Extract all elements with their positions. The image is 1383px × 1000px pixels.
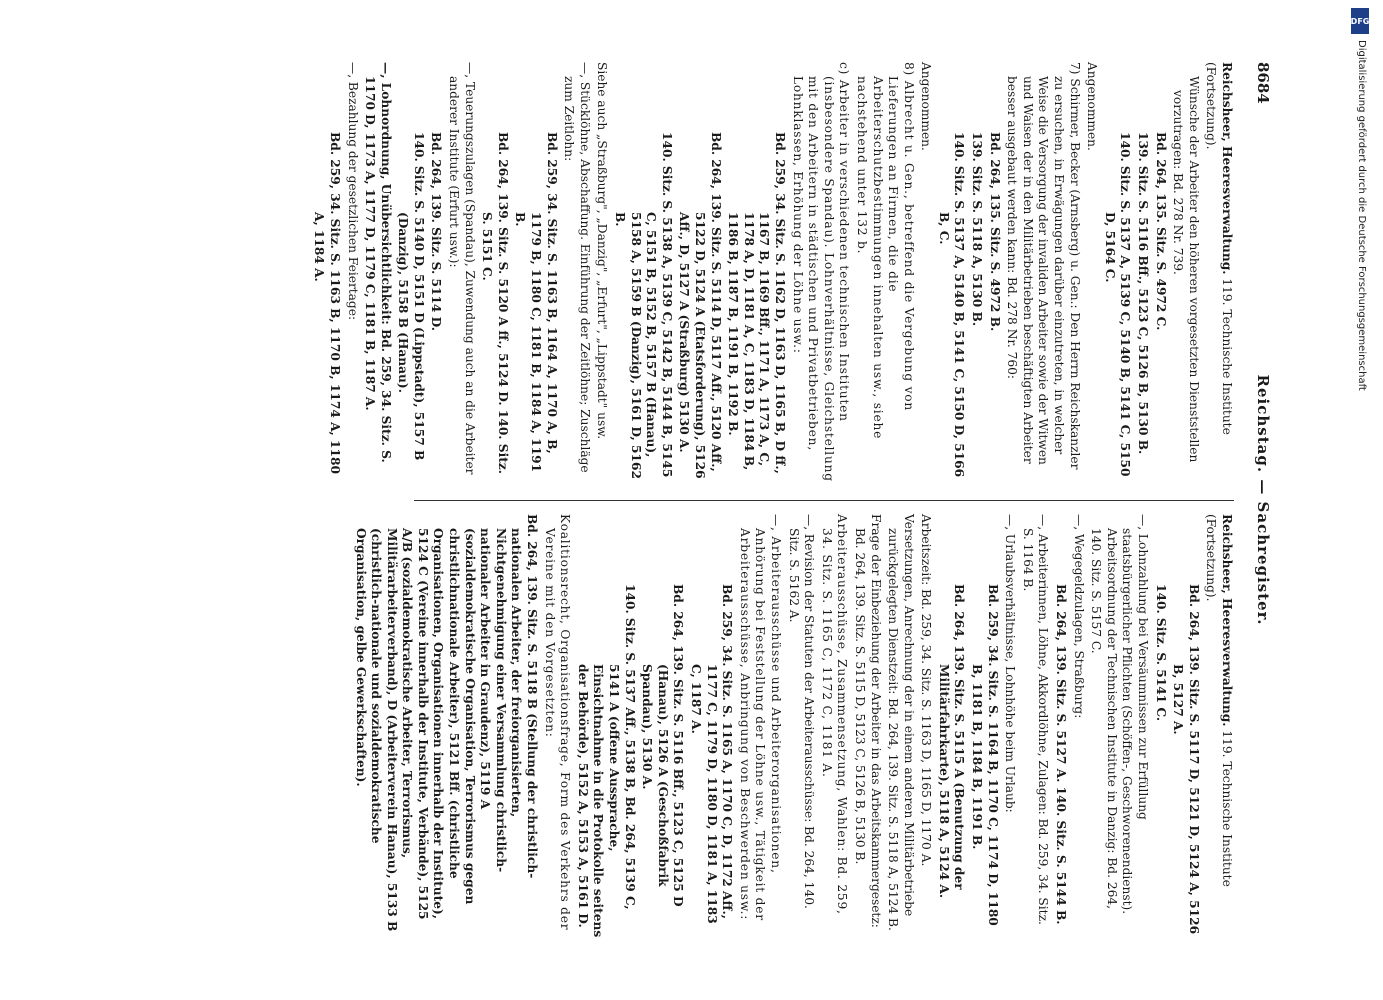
two-column-body bbox=[309, 62, 1234, 938]
left-entry-11: c) Arbeiter in verschiedenen technischen Instituten (insbesondere Spandau). Lohnverhältnisse, Gleichstellung mit den Arbeitern in städtischen und Privatbetrieben, Lohnklassen, Erhöhung der Löhne usw.: bbox=[790, 62, 852, 482]
right-entry-5: —, Arbeiterinnen, Löhne, Akkordlöhne, Zulagen: Bd. 259, 34. Sitz. S. 1164 B. bbox=[1020, 514, 1051, 925]
right-entry-6: —, Urlaubsverhältnisse, Lohnhöhe beim Urlaub: bbox=[1003, 514, 1018, 813]
right-entry-16: Bd. 264, 139. Sitz. S. 5116 Bff., 5123 C, 5125 D (Hanau), 5126 A (Geschoßfabrik Spandau), 5130 A. bbox=[640, 584, 686, 907]
right-entry-18: Koalitionsrecht, Organisationsfrage, Form des Verkehrs der Vereine mit den Vorgesetzten: bbox=[542, 514, 573, 931]
scanned-page bbox=[50, 0, 1340, 1000]
left-entry-9: Angenommen. bbox=[919, 62, 934, 151]
right-entry-1: 140. Sitz. S. 5141 C. bbox=[1153, 584, 1168, 722]
left-entry-20: Bd. 264, 139. Sitz. S. 5114 D. bbox=[429, 132, 444, 332]
column-divider bbox=[414, 500, 1234, 501]
page-number: 8684 bbox=[1254, 62, 1272, 104]
right-entry-3: —, Wegegeldzulagen, Straßburg: bbox=[1071, 514, 1086, 719]
right-entry-0: Bd. 264, 139. Sitz. S. 5117 D, 5121 D, 5124 A, 5126 B, 5127 A. bbox=[1171, 584, 1201, 935]
right-entry-17: 140. Sitz. S. 5137 Aff., 5138 B, Bd. 264, 5139 C, 5141 A (offene Aussprache, Einsichtnahme in die Protokolle seitens der Behörde), 5152 A, 5153 A, 5161 D. bbox=[575, 584, 637, 938]
left-entry-15: Siehe auch „Straßburg", „Danzig", „Erfurt", „Lippstadt" usw. bbox=[595, 62, 610, 440]
right-entry-7: Bd. 259, 34. Sitz. S. 1164 B, 1170 C, 1174 D, 1180 B, 1181 B, 1184 B, 1191 B. bbox=[970, 584, 1000, 926]
left-entry-19: —, Teuerungszulagen (Spandau), Zuwendung auch an die Arbeiter anderer Institute (Erfurt usw.): bbox=[447, 62, 477, 475]
right-entry-2: —, Lohnzahlung bei Versäumnissen zur Erfüllung staatsbürgerlicher Pflichten (Schöffen-, Geschworenendienst). Arbeitsordnung der Technischen Institute in Danzig: Bd. 264, 140. Sitz. S. 5157 C. bbox=[1089, 514, 1151, 915]
left-column-heading bbox=[1203, 62, 1234, 486]
left-entry-14: 140. Sitz. S. 5138 A, 5139 C, 5142 B, 5144 B, 5145 C, 5151 B, 5152 B, 5157 B (Hanau), 5158 A, 5159 B (Danzig), 5161 D, 5162 B. bbox=[613, 132, 674, 479]
dfg-logo: DFG bbox=[1351, 8, 1369, 34]
digitization-note-text: Digitalisierung gefördert durch die Deutsche Forschungsgemeinschaft bbox=[1356, 40, 1367, 391]
left-entry-4: Angenommen. bbox=[1085, 62, 1100, 151]
right-column bbox=[309, 514, 1234, 938]
left-entry-24: Bd. 259, 34. Sitz. S. 1163 B, 1170 B, 1174 A, 1180 A, 1184 A. bbox=[312, 132, 342, 474]
left-entry-0: Wünsche der Arbeiter den höheren vorgesetzten Dienststellen vorzutragen: Bd. 278 Nr. 739. bbox=[1171, 76, 1201, 463]
running-header bbox=[1242, 62, 1278, 938]
left-entry-12: Bd. 259, 34. Sitz. S. 1162 D, 1163 D, 1165 B, D ff., 1167 B, 1169 Bff., 1171 A, 1173 A, C, 1178 A, D, 1181 A, C, 1183 D, 1184 B, 1186 B, 1187 B, 1191 B, 1192 B. bbox=[726, 132, 787, 474]
left-heading-rest: 119. Technische Institute (Fortsetzung). bbox=[1204, 62, 1234, 435]
left-entry-23: —, Bezahlung der gesetzlichen Feiertage: bbox=[345, 62, 360, 321]
right-entry-19: Bd. 264, 139. Sitz. S. 5118 B (Stellung der christlich-nationalen Arbeiter, der freiorganisierten, Nichtgenehmigung einer Versammlung christlich-nationaler Arbeiter in Graudenz), 5119 A (sozialdemokratische Organisation, Terrorismus gegen christlichnationale Arbeiter), 5121 Bff. (christliche Organisationen, Organisationen innerhalb der Institute), 5124 C (Vereine innerhalb der Institute, Verbände), 5125 A/B (sozialdemokratische Arbeiter, Terrorismus, Militärarbeiterverband), D (Arbeiterverein Hanau), 5133 B (christlich-nationale und sozialdemokratische Organisation, gelbe Gewerkschaften). bbox=[353, 514, 540, 932]
right-entry-11: Frage der Einbeziehung der Arbeiter in das Arbeitskammergesetz: Bd. 264, 139. Sitz. S. 5115 D, 5123 C, 5126 B, 5130 B. bbox=[852, 514, 883, 928]
left-entry-22: —, Lohnordnung, Unübersichtlichkeit: Bd. 259, 34. Sitz. S. 1170 D, 1173 A, 1177 D, 1179 C, 1181 B, 1187 A. bbox=[363, 62, 393, 463]
right-entry-8: Bd. 264, 139. Sitz. S. 5115 A (Benutzung der Militärfahrkarte), 5118 A, 5124 A. bbox=[936, 584, 967, 899]
left-entry-21: 140. Sitz. S. 5140 D, 5151 D (Lippstadt), 5157 B (Danzig), 5158 B (Hanau). bbox=[396, 132, 426, 461]
right-entry-10: Versetzungen, Anrechnung der in einem anderen Militärbetriebe zurückgelegten Dienstzeit: Bd. 264, 139. Sitz. S. 5118 A, 5124 B. bbox=[886, 514, 916, 931]
left-entry-1: Bd. 264, 135. Sitz. S. 4972 C. bbox=[1153, 132, 1168, 331]
left-entry-16: —, Stücklöhne, Abschaffung. Einführung der Zeitlöhne; Zuschläge zum Zeitlohn: bbox=[562, 62, 592, 473]
right-entry-14: —, Arbeiterausschüsse und Arbeiterorganisationen, Anhörung bei Feststellung der Löhne usw., Tätigkeit der Arbeiterausschüsse, Anbringung von Beschwerden usw.: bbox=[737, 514, 783, 921]
left-entry-3: 140. Sitz. S. 5137 A, 5139 C, 5140 B, 5141 C, 5150 D, 5164 C. bbox=[1102, 132, 1133, 477]
right-entry-12: Arbeiterausschüsse, Zusammensetzung, Wahlen: Bd. 259, 34. Sitz. S. 1165 C, 1172 C, 1181 A. bbox=[819, 514, 850, 915]
right-column-heading bbox=[1203, 514, 1234, 938]
left-heading-bold: Reichsheer, Heeresverwaltung. bbox=[1220, 62, 1234, 275]
left-entry-17: Bd. 259, 34. Sitz. S. 1163 B, 1164 A, 1170 A, B, 1179 B, 1180 C, 1181 B, 1184 A, 1191 B. bbox=[513, 132, 559, 473]
left-entry-18: Bd. 264, 139. Sitz. S. 5120 A ff., 5124 D. 140. Sitz. S. 5151 C. bbox=[480, 132, 510, 475]
left-entry-8: 140. Sitz. S. 5137 A, 5140 B, 5141 C, 5150 D, 5166 B, C. bbox=[936, 132, 967, 478]
left-entry-7: 139. Sitz. S. 5118 A, 5130 B. bbox=[970, 132, 985, 327]
left-entry-5: 7) Schirmer, Becker (Arnsberg) u. Gen.: Den Herrn Reichskanzler zu ersuchen, in Erwägungen darüber einzutreten, in welcher Weise die Versorgung der invaliden Arbeiter sowie der Witwen und Waisen der in den Militärbetrieben beschäftigten Arbeiter besser ausgebaut werden kann: Bd. 278 Nr. 760: bbox=[1005, 62, 1082, 470]
running-title: Reichstag. — Sachregister. bbox=[1254, 374, 1272, 626]
left-entry-6: Bd. 264, 135. Sitz. S. 4972 B. bbox=[987, 132, 1002, 332]
right-heading-rest: 119. Technische Institute (Fortsetzung). bbox=[1204, 514, 1234, 887]
right-heading-bold: Reichsheer, Heeresverwaltung. bbox=[1220, 514, 1234, 727]
left-entry-13: Bd. 264, 139. Sitz. S. 5114 D, 5117 Aff., 5120 Aff., 5122 D, 5124 A (Etatsforderung), 5126 Aff., D, 5127 A (Straßburg) 5130 A. bbox=[677, 132, 723, 479]
digitization-note bbox=[1350, 40, 1372, 630]
right-entry-13: —, Revision der Statuten der Arbeiterausschüsse: Bd. 264, 140. Sitz. S. 5162 A. bbox=[786, 514, 817, 909]
right-entry-4: Bd. 264, 139. Sitz. S. 5127 A. 140. Sitz. S. 5144 B. bbox=[1054, 584, 1069, 925]
left-entry-10: 8) Albrecht u. Gen., betreffend die Vergebung von Lieferungen an Firmen, die die Arbeiterschutzbestimmungen innehalten usw., siehe nachstehend unter 132 b. bbox=[854, 62, 916, 440]
left-column bbox=[309, 62, 1234, 486]
right-entry-15: Bd. 259, 34. Sitz. S. 1165 A, 1170 C, D, 1172 Aff., 1177 C, 1179 D, 1180 D, 1181 A, 1183 C, 1187 A. bbox=[689, 584, 735, 924]
left-entry-2: 139. Sitz. S. 5116 Bff., 5123 C, 5126 B, 5130 B. bbox=[1136, 132, 1151, 455]
right-entry-9: Arbeitszeit: Bd. 259, 34. Sitz. S. 1163 D, 1165 D, 1170 A. bbox=[919, 514, 934, 867]
